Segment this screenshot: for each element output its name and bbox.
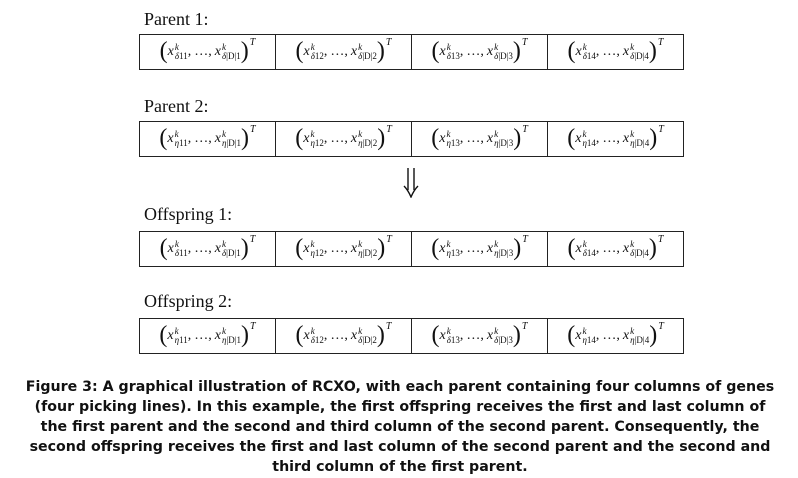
gene-scripts [582, 130, 595, 148]
open-paren: ( [567, 322, 576, 348]
gene-scripts [447, 43, 460, 61]
gene-scripts [446, 130, 459, 148]
parent-symbol: δ [582, 248, 587, 258]
gene-variable: x [303, 241, 310, 256]
gene-variable: x [486, 241, 494, 256]
open-paren: ( [431, 322, 440, 348]
last-gene-index: |D|1 [226, 138, 242, 148]
last-gene-index: |D|3 [498, 51, 513, 61]
gene-subscript [630, 52, 649, 61]
close-paren: ) [241, 125, 250, 151]
close-paren: ) [377, 235, 386, 261]
figure-caption: Figure 3: A graphical illustration of RCXO, with each parent containing four columns of genes (four picking lines). In this example, the first offspring receives the first and last column of the first parent and the second and third column of the second parent. Consequently, the second offspring receives the first and last column of the second parent and the second and third column of the first parent. [25, 379, 775, 475]
gene-scripts [222, 130, 241, 148]
gene-column-1 [140, 319, 276, 353]
generation-superscript: k [174, 326, 179, 336]
close-paren: ) [376, 322, 385, 348]
parent-symbol: δ [358, 51, 363, 61]
open-paren: ( [159, 38, 168, 64]
gene-subscript [494, 52, 513, 61]
generation-superscript: k [582, 239, 587, 249]
parent-symbol: δ [582, 51, 587, 61]
ellipsis: …, [602, 131, 620, 146]
gene-variable: x [350, 241, 358, 256]
gene-subscript [583, 52, 596, 61]
ellipsis: …, [466, 241, 484, 256]
gene-scripts [494, 240, 513, 258]
gene-scripts [494, 43, 513, 61]
generation-superscript: k [630, 326, 635, 336]
generation-superscript: k [582, 129, 587, 139]
separator: , [459, 44, 464, 59]
gene-subscript [310, 249, 323, 258]
gene-variable: x [575, 44, 582, 59]
gene-scripts [310, 130, 323, 148]
gene-scripts [358, 327, 377, 345]
gene-subscript [446, 249, 459, 258]
separator: , [595, 44, 600, 59]
separator: , [323, 44, 328, 59]
gene-scripts [494, 130, 513, 148]
first-gene-index: 13 [450, 138, 460, 148]
gene-subscript [175, 249, 188, 258]
transpose-superscript: T [657, 36, 664, 48]
gene-scripts [175, 130, 188, 148]
gene-column-2 [276, 319, 412, 353]
separator: , [323, 328, 328, 343]
generation-superscript: k [582, 42, 587, 52]
transpose-superscript: T [522, 123, 528, 135]
gene-subscript [222, 249, 241, 258]
parent-symbol: δ [358, 335, 363, 345]
gene-variable: x [350, 328, 358, 343]
gene-scripts [447, 327, 460, 345]
parent-2-label: Parent 2: [144, 96, 209, 116]
separator: , [459, 241, 464, 256]
gene-variable: x [303, 131, 310, 146]
transpose-superscript: T [385, 320, 392, 332]
close-paren: ) [512, 38, 521, 64]
gene-scripts [358, 130, 377, 148]
gene-scripts [446, 240, 459, 258]
generation-superscript: k [310, 129, 315, 139]
gene-subscript [358, 336, 377, 345]
parent-symbol: δ [310, 51, 315, 61]
gene-scripts [630, 130, 649, 148]
gene-scripts [222, 240, 241, 258]
gene-variable: x [486, 44, 494, 59]
open-paren: ( [431, 125, 440, 151]
parent-symbol: η [582, 138, 587, 148]
gene-variable: x [439, 328, 446, 343]
last-gene-index: |D|4 [634, 138, 650, 148]
last-gene-index: |D|3 [498, 248, 514, 258]
gene-column-2 [276, 122, 412, 156]
transpose-superscript: T [386, 123, 392, 135]
gene-column-4 [548, 35, 683, 69]
open-paren: ( [159, 125, 168, 151]
transpose-superscript: T [657, 233, 664, 245]
close-paren: ) [241, 322, 250, 348]
gene-subscript [494, 336, 513, 345]
first-gene-index: 13 [450, 335, 460, 345]
parent-symbol: η [221, 335, 227, 345]
gene-scripts [311, 43, 324, 61]
ellipsis: …, [602, 44, 620, 59]
parent-symbol: η [446, 248, 451, 258]
parent-symbol: δ [630, 51, 635, 61]
open-paren: ( [295, 235, 304, 261]
parent-symbol: η [174, 138, 180, 148]
generation-superscript: k [221, 326, 226, 336]
gene-subscript [222, 52, 241, 61]
ellipsis: …, [466, 328, 484, 343]
separator: , [323, 131, 328, 146]
gene-subscript [582, 336, 595, 345]
first-gene-index: 14 [586, 51, 596, 61]
separator: , [187, 44, 192, 59]
gene-column-1 [140, 35, 276, 69]
gene-variable: x [167, 131, 174, 146]
separator: , [459, 131, 464, 146]
gene-scripts [222, 327, 241, 345]
open-paren: ( [431, 38, 440, 64]
generation-superscript: k [630, 239, 635, 249]
open-paren: ( [295, 322, 304, 348]
gene-scripts [494, 327, 513, 345]
generation-superscript: k [221, 239, 226, 249]
parent-symbol: δ [221, 248, 227, 258]
generation-superscript: k [582, 326, 587, 336]
last-gene-index: |D|3 [498, 138, 514, 148]
close-paren: ) [240, 38, 249, 64]
generation-superscript: k [446, 326, 451, 336]
crossover-arrow-icon [403, 168, 419, 198]
offspring-1-chromosome [139, 231, 684, 267]
ellipsis: …, [602, 328, 620, 343]
separator: , [323, 241, 328, 256]
gene-variable: x [214, 131, 221, 146]
gene-column-3 [412, 122, 548, 156]
parent-symbol: η [582, 335, 587, 345]
open-paren: ( [567, 125, 576, 151]
first-gene-index: 14 [586, 138, 596, 148]
open-paren: ( [159, 322, 168, 348]
parent-symbol: δ [494, 335, 499, 345]
parent-symbol: η [630, 138, 635, 148]
gene-variable: x [575, 328, 582, 343]
generation-superscript: k [494, 42, 499, 52]
open-paren: ( [567, 38, 576, 64]
generation-superscript: k [630, 129, 635, 139]
gene-variable: x [439, 44, 446, 59]
last-gene-index: |D|4 [634, 51, 649, 61]
generation-superscript: k [221, 42, 226, 52]
parent-1-label: Parent 1: [144, 9, 209, 29]
parent-symbol: η [310, 248, 315, 258]
parent-symbol: δ [221, 51, 227, 61]
gene-subscript [310, 139, 323, 148]
transpose-superscript: T [521, 36, 528, 48]
gene-column-1 [140, 232, 276, 266]
first-gene-index: 11 [179, 335, 188, 345]
gene-subscript [175, 336, 188, 345]
last-gene-index: |D|3 [498, 335, 513, 345]
open-paren: ( [159, 235, 168, 261]
first-gene-index: 12 [314, 248, 324, 258]
gene-variable: x [486, 328, 494, 343]
transpose-superscript: T [250, 320, 256, 332]
gene-subscript [494, 249, 513, 258]
gene-variable: x [167, 241, 174, 256]
gene-variable: x [439, 241, 446, 256]
ellipsis: …, [602, 241, 620, 256]
parent-symbol: δ [174, 248, 180, 258]
gene-variable: x [350, 44, 358, 59]
parent-symbol: δ [174, 51, 180, 61]
transpose-superscript: T [249, 233, 256, 245]
gene-column-4 [548, 319, 683, 353]
first-gene-index: 11 [179, 248, 188, 258]
gene-scripts [175, 240, 188, 258]
gene-subscript [583, 249, 596, 258]
gene-variable: x [486, 131, 494, 146]
ellipsis: …, [194, 44, 212, 59]
generation-superscript: k [494, 239, 499, 249]
parent-1-chromosome [139, 34, 684, 70]
open-paren: ( [431, 235, 440, 261]
parent-symbol: η [494, 138, 499, 148]
gene-variable: x [167, 328, 174, 343]
open-paren: ( [295, 125, 304, 151]
gene-variable: x [167, 44, 174, 59]
gene-scripts [582, 327, 595, 345]
ellipsis: …, [330, 241, 348, 256]
gene-subscript [446, 139, 459, 148]
gene-variable: x [575, 241, 582, 256]
parent-symbol: η [494, 248, 499, 258]
gene-scripts [310, 240, 323, 258]
close-paren: ) [649, 125, 658, 151]
close-paren: ) [512, 322, 521, 348]
gene-scripts [630, 240, 649, 258]
last-gene-index: |D|1 [226, 335, 242, 345]
gene-variable: x [622, 44, 630, 59]
first-gene-index: 11 [179, 51, 188, 61]
generation-superscript: k [446, 129, 451, 139]
gene-variable: x [214, 328, 221, 343]
last-gene-index: |D|2 [362, 138, 378, 148]
close-paren: ) [513, 125, 522, 151]
first-gene-index: 12 [314, 51, 324, 61]
gene-subscript [494, 139, 513, 148]
gene-subscript [358, 249, 377, 258]
generation-superscript: k [174, 239, 179, 249]
separator: , [187, 131, 192, 146]
ellipsis: …, [466, 131, 484, 146]
transpose-superscript: T [658, 123, 664, 135]
transpose-superscript: T [386, 233, 392, 245]
last-gene-index: |D|2 [362, 51, 377, 61]
gene-subscript [630, 336, 649, 345]
parent-symbol: η [310, 138, 315, 148]
gene-variable: x [622, 328, 630, 343]
gene-scripts [175, 327, 188, 345]
generation-superscript: k [358, 326, 363, 336]
gene-variable: x [214, 241, 221, 256]
first-gene-index: 13 [450, 248, 460, 258]
parent-symbol: δ [446, 51, 451, 61]
first-gene-index: 12 [314, 138, 324, 148]
gene-variable: x [303, 44, 310, 59]
last-gene-index: |D|1 [226, 51, 241, 61]
transpose-superscript: T [658, 320, 664, 332]
close-paren: ) [649, 322, 658, 348]
transpose-superscript: T [249, 36, 256, 48]
parent-symbol: η [446, 138, 451, 148]
gene-subscript [311, 336, 324, 345]
gene-subscript [222, 139, 241, 148]
separator: , [187, 241, 192, 256]
gene-scripts [311, 327, 324, 345]
open-paren: ( [295, 38, 304, 64]
separator: , [595, 241, 600, 256]
parent-symbol: δ [446, 335, 451, 345]
ellipsis: …, [330, 44, 348, 59]
generation-superscript: k [494, 326, 499, 336]
transpose-superscript: T [385, 36, 392, 48]
gene-variable: x [350, 131, 358, 146]
last-gene-index: |D|4 [634, 335, 650, 345]
generation-superscript: k [446, 239, 451, 249]
parent-symbol: δ [630, 248, 635, 258]
ellipsis: …, [194, 241, 212, 256]
separator: , [595, 131, 600, 146]
gene-subscript [311, 52, 324, 61]
first-gene-index: 11 [179, 138, 188, 148]
generation-superscript: k [358, 129, 363, 139]
close-paren: ) [377, 125, 386, 151]
first-gene-index: 12 [314, 335, 324, 345]
separator: , [595, 328, 600, 343]
gene-subscript [358, 139, 377, 148]
gene-column-2 [276, 35, 412, 69]
gene-subscript [447, 336, 460, 345]
offspring-2-label: Offspring 2: [144, 291, 233, 311]
separator: , [187, 328, 192, 343]
gene-scripts [583, 240, 596, 258]
gene-column-1 [140, 122, 276, 156]
gene-subscript [447, 52, 460, 61]
close-paren: ) [376, 38, 385, 64]
gene-scripts [358, 43, 377, 61]
gene-scripts [583, 43, 596, 61]
gene-column-2 [276, 232, 412, 266]
parent-symbol: δ [494, 51, 499, 61]
gene-subscript [175, 52, 188, 61]
gene-variable: x [622, 131, 630, 146]
parent-symbol: η [174, 335, 180, 345]
gene-scripts [358, 240, 377, 258]
ellipsis: …, [194, 328, 212, 343]
last-gene-index: |D|1 [226, 248, 241, 258]
gene-variable: x [439, 131, 446, 146]
gene-variable: x [622, 241, 630, 256]
generation-superscript: k [174, 42, 179, 52]
last-gene-index: |D|2 [362, 248, 378, 258]
parent-symbol: η [358, 138, 363, 148]
gene-variable: x [303, 328, 310, 343]
gene-subscript [358, 52, 377, 61]
ellipsis: …, [466, 44, 484, 59]
close-paren: ) [513, 235, 522, 261]
generation-superscript: k [310, 239, 315, 249]
first-gene-index: 14 [586, 248, 596, 258]
gene-scripts [175, 43, 188, 61]
transpose-superscript: T [250, 123, 256, 135]
gene-subscript [222, 336, 241, 345]
first-gene-index: 14 [586, 335, 596, 345]
gene-subscript [175, 139, 188, 148]
first-gene-index: 13 [450, 51, 460, 61]
parent-symbol: η [221, 138, 227, 148]
generation-superscript: k [494, 129, 499, 139]
gene-variable: x [214, 44, 221, 59]
close-paren: ) [240, 235, 249, 261]
gene-subscript [630, 139, 649, 148]
gene-column-3 [412, 35, 548, 69]
last-gene-index: |D|4 [634, 248, 649, 258]
generation-superscript: k [358, 239, 363, 249]
generation-superscript: k [446, 42, 451, 52]
transpose-superscript: T [521, 320, 528, 332]
generation-superscript: k [358, 42, 363, 52]
ellipsis: …, [330, 131, 348, 146]
open-paren: ( [567, 235, 576, 261]
gene-column-3 [412, 232, 548, 266]
close-paren: ) [648, 38, 657, 64]
generation-superscript: k [310, 326, 315, 336]
generation-superscript: k [630, 42, 635, 52]
generation-superscript: k [174, 129, 179, 139]
parent-symbol: η [630, 335, 635, 345]
last-gene-index: |D|2 [362, 335, 377, 345]
separator: , [459, 328, 464, 343]
parent-2-chromosome [139, 121, 684, 157]
ellipsis: …, [330, 328, 348, 343]
transpose-superscript: T [522, 233, 528, 245]
gene-column-4 [548, 232, 683, 266]
generation-superscript: k [310, 42, 315, 52]
offspring-2-chromosome [139, 318, 684, 354]
gene-column-3 [412, 319, 548, 353]
gene-column-4 [548, 122, 683, 156]
gene-scripts [630, 43, 649, 61]
ellipsis: …, [194, 131, 212, 146]
offspring-1-label: Offspring 1: [144, 204, 233, 224]
generation-superscript: k [221, 129, 226, 139]
gene-scripts [222, 43, 241, 61]
parent-symbol: δ [310, 335, 315, 345]
gene-subscript [582, 139, 595, 148]
parent-symbol: η [358, 248, 363, 258]
gene-scripts [630, 327, 649, 345]
gene-subscript [630, 249, 649, 258]
gene-variable: x [575, 131, 582, 146]
close-paren: ) [648, 235, 657, 261]
